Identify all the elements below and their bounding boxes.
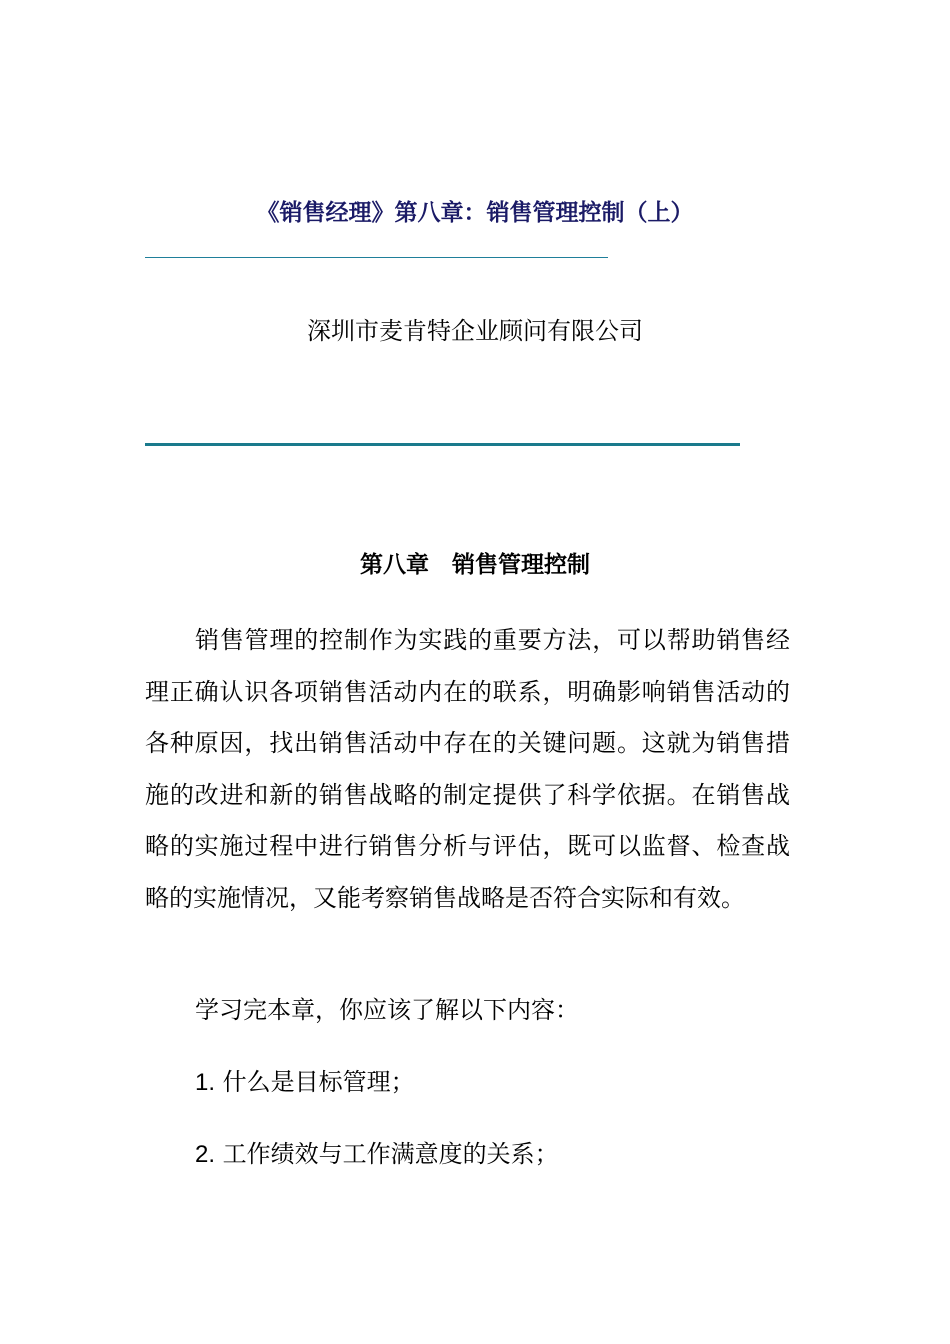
title-underline-divider [145,257,608,258]
header-divider [145,443,740,446]
objective-item [195,1062,415,1103]
intro-paragraph: 销售管理的控制作为实践的重要方法，可以帮助销售经理正确认识各项销售活动内在的联系，明确影响销售活动的各种原因，找出销售活动中存在的关键问题。这就为销售措施的改进和新的销售战略的制定提供了科学依据。在销售战略的实施过程中进行销售分析与评估，既可以监督、检查战略的实施情况，又能考察销售战略是否符合实际和有效。 [145,626,790,912]
chapter-heading: 第八章 销售管理控制 [360,552,590,578]
objective-number: 2. [195,1141,216,1168]
objective-item [195,1134,559,1175]
objective-text: 什么是目标管理； [222,1068,415,1096]
company-name: 深圳市麦肯特企业顾问有限公司 [307,317,643,345]
learning-intro: 学习完本章，你应该了解以下内容： [195,996,579,1024]
objective-number: 1. [195,1069,216,1096]
document-title: 《销售经理》第八章：销售管理控制（上） [256,200,694,226]
objective-text: 工作绩效与工作满意度的关系； [222,1140,559,1168]
